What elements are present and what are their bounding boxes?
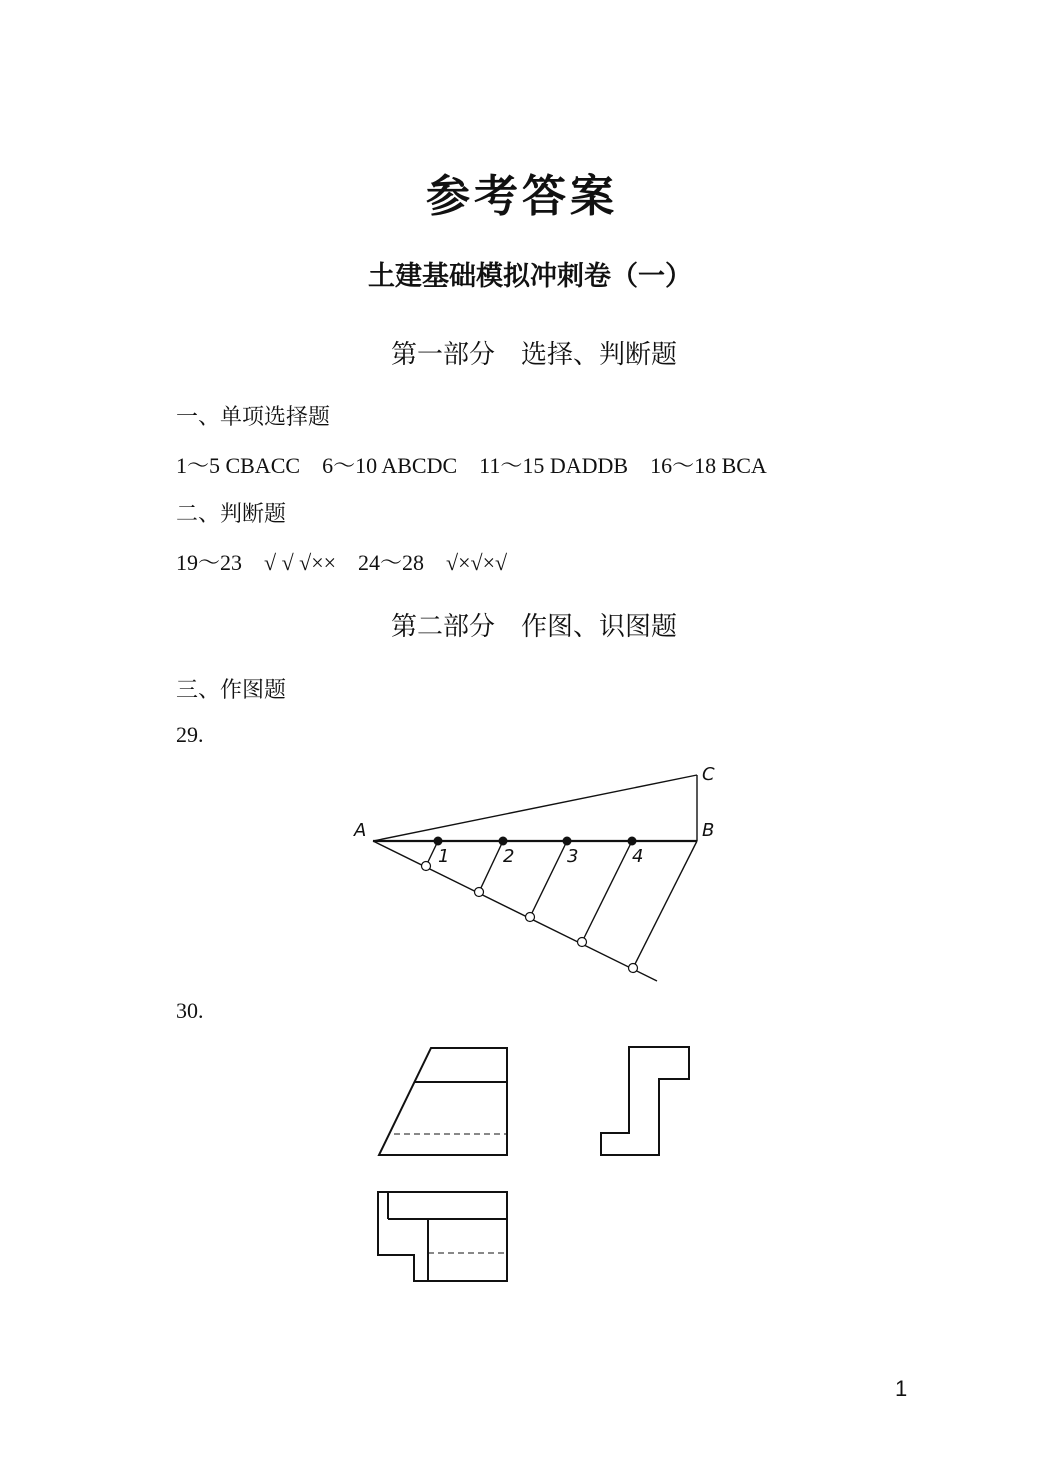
label-c: C <box>702 764 715 785</box>
label-4: 4 <box>632 846 644 867</box>
label-a: A <box>354 820 367 841</box>
section2-answers: 19～23 √ √ √×× 24～28 √×√×√ <box>176 550 508 575</box>
page-title: 参考答案 <box>426 171 618 222</box>
section1-answers: 1～5 CBACC 6～10 ABCDC 11～15 DADDB 16～18 BCA <box>176 453 767 478</box>
question-29-label: 29. <box>176 722 204 747</box>
label-b: B <box>702 820 715 841</box>
section3-title: 三、作图题 <box>176 678 287 703</box>
exam-subtitle: 土建基础模拟冲刺卷（一） <box>368 261 692 292</box>
page-number: 1 <box>895 1376 908 1401</box>
front-view-outline <box>379 1048 507 1155</box>
side-view-outline <box>601 1047 689 1155</box>
question-30-label: 30. <box>176 998 204 1023</box>
label-1: 1 <box>438 846 450 867</box>
part2-heading: 第二部分 作图、识图题 <box>390 612 677 642</box>
label-2: 2 <box>503 846 515 867</box>
top-view-outline <box>378 1192 507 1281</box>
part1-heading: 第一部分 选择、判断题 <box>390 340 677 370</box>
section2-title: 二、判断题 <box>176 502 287 527</box>
section1-title: 一、单项选择题 <box>176 405 331 430</box>
label-3: 3 <box>567 846 579 867</box>
